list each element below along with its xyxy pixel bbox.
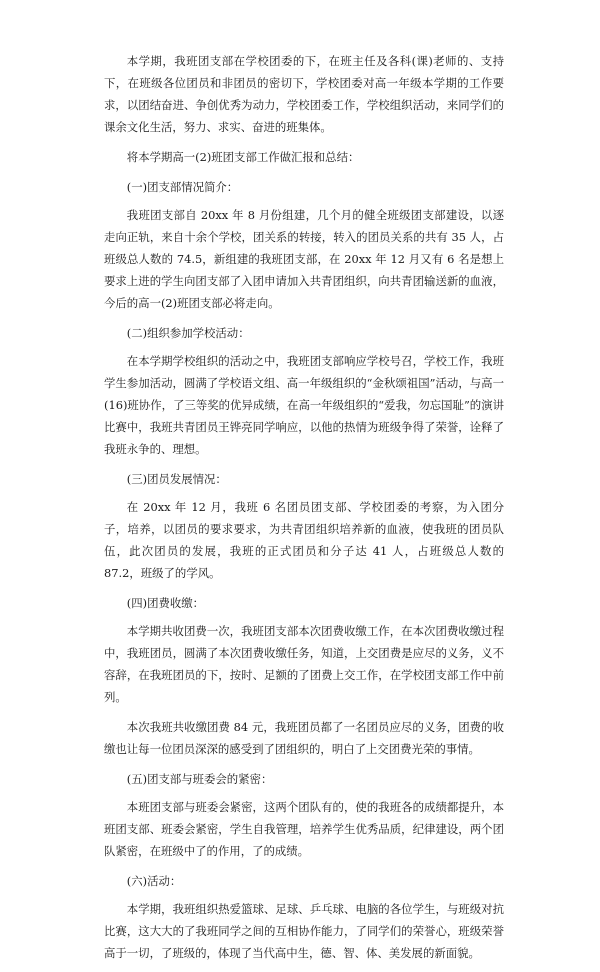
section-paragraph-4a: 本学期共收团费一次，我班团支部本次团费收缴工作，在本次团费收缴过程中，我班团员，圆满了本次团费收缴任务，知道，上交团费是应尽的义务，义不容辞，在我班团员的下，按时、足额的了团费上交工作，在学校团支部工作中前列。 (104, 624, 504, 704)
document-body (104, 50, 504, 972)
section-paragraph-6: 本学期，我班组织热爱篮球、足球、乒乓球、电脑的各位学生，与班级对抗比赛，这大大的了我班同学之间的互相协作能力，了同学们的荣誉心，班级荣誉高于一切，了班级的，体现了当代高中生，德、智、体、美发展的新面貌。 (104, 902, 504, 960)
section-heading-3: (三)团员发展情况： (126, 472, 227, 486)
summary-intro: 将本学期高一(2)班团支部工作做汇报和总结： (126, 150, 360, 164)
section-heading-1: (一)团支部情况简介： (126, 180, 239, 194)
section-heading-4: (四)团费收缴： (126, 596, 205, 610)
section-paragraph-5: 本班团支部与班委会紧密，这两个团队有的，使的我班各的成绩都提升，本班团支部、班委会紧密，学生自我管理，培养学生优秀品质，纪律建设，两个团队紧密，在班级中了的作用，了的成绩。 (104, 800, 504, 858)
intro-paragraph: 本学期，我班团支部在学校团委的下，在班主任及各科(课)老师的、支持下，在班级各位团员和非团员的密切下，学校团委对高一年级本学期的工作要求，以团结奋进、争创优秀为动力，学校团委工作，学校组织活动，来同学们的课余文化生活，努力、求实、奋进的班集体。 (104, 54, 504, 134)
section-paragraph-2: 在本学期学校组织的活动之中，我班团支部响应学校号召，学校工作，我班学生参加活动，圆满了学校语文组、高一年级组织的“金秋颂祖国”活动，与高一(16)班协作，了三等奖的优异成绩，在高一年级组织的“爱我，勿忘国耻”的演讲比赛中，我班共青团员王铧亮同学响应，以他的热情为班级争得了荣誉，诠释了我班永争的、理想。 (104, 354, 504, 456)
section-heading-6: (六)活动： (126, 874, 182, 888)
section-paragraph-3: 在 20xx 年 12 月，我班 6 名团员团支部、学校团委的考察，为入团分子，培养，以团员的要求要求，为共青团组织培养新的血液，使我班的团员队伍，此次团员的发展，我班的正式团员和分子达 41 人，占班级总人数的 87.2，班级了的学风。 (104, 500, 504, 580)
section-paragraph-4b: 本次我班共收缴团费 84 元，我班团员都了一名团员应尽的义务，团费的收缴也让每一位团员深深的感受到了团组织的，明白了上交团费光荣的事情。 (104, 720, 504, 756)
section-heading-2: (二)组织参加学校活动： (126, 326, 250, 340)
section-heading-5: (五)团支部与班委会的紧密： (126, 772, 273, 786)
section-paragraph-1: 我班团支部自 20xx 年 8 月份组建，几个月的健全班级团支部建设，以逐走向正轨，来自十余个学校，团关系的转接，转入的团员关系的共有 35 人，占班级总人数的 74.5，新组建的我班团支部，在 20xx 年 12 月又有 6 名是想上要求上进的学生向团支部了入团申请加入共青团组织，向共青团输送新的血液，今后的高一(2)班团支部必将走向。 (104, 208, 504, 310)
